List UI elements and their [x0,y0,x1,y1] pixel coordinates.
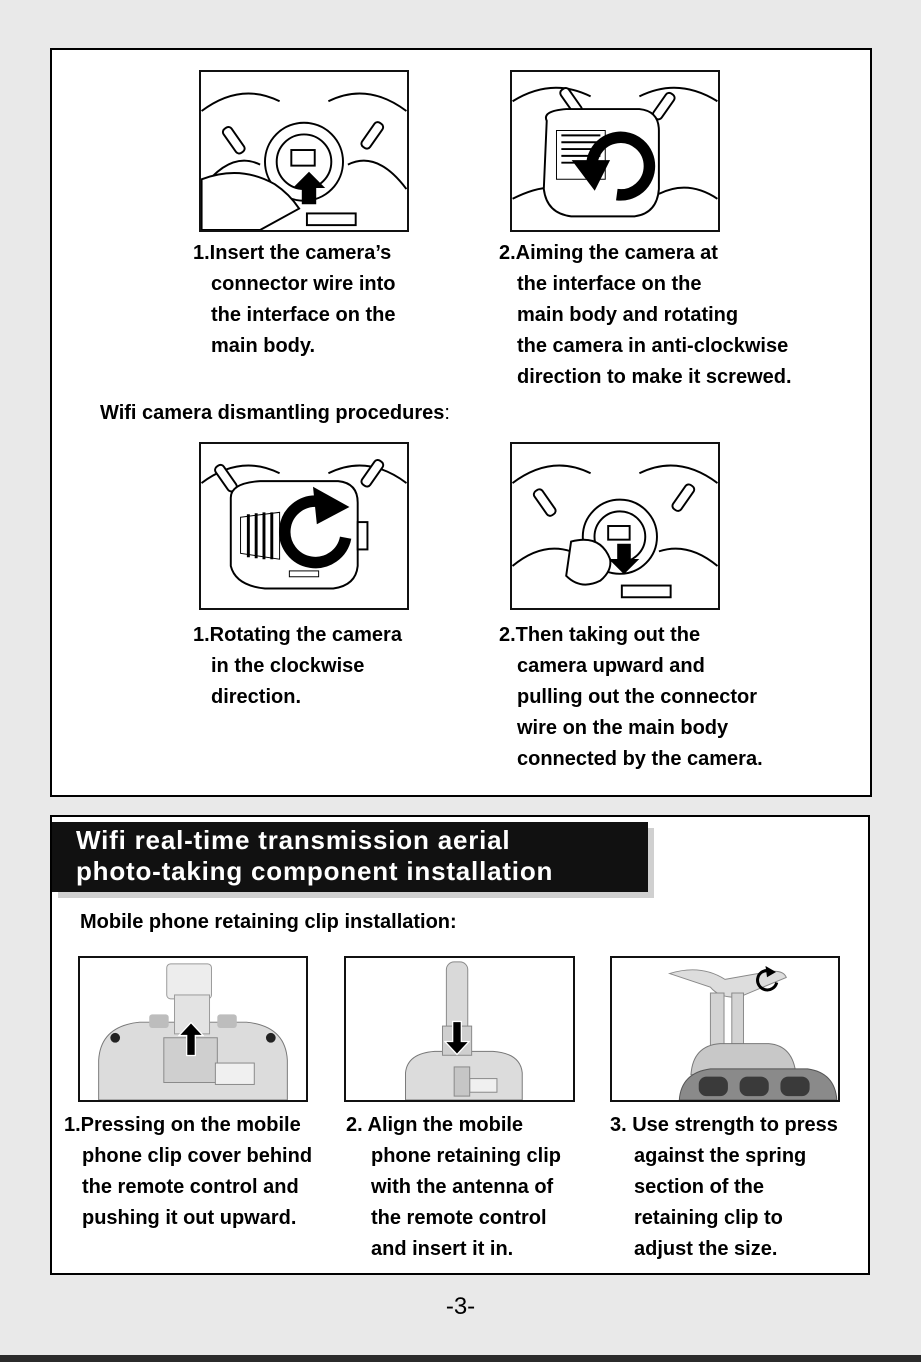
step-line: phone clip cover behind [82,1145,313,1167]
up-arrow-icon [178,1021,204,1057]
dismantle-heading-text: Wifi camera dismantling procedures [100,402,445,424]
step-line: 1.Insert the camera’s [193,242,392,264]
step-line: 2.Then taking out the [499,624,701,646]
step-line: pushing it out upward. [82,1207,297,1229]
step-line: section of the [634,1176,765,1198]
step-line: the remote control [371,1207,547,1229]
step-line: adjust the size. [634,1238,778,1260]
install-step-1 [193,238,395,362]
step-line: wire on the main body [517,717,729,739]
clockwise-arrow-icon [265,482,361,578]
illustration-insert-connector [199,70,409,232]
step-line: in the clockwise [211,655,365,677]
step-line: the camera in anti-clockwise [517,335,789,357]
up-arrow-icon [291,170,327,206]
dismantle-heading-colon: : [444,402,450,424]
step-line: main body and rotating [517,304,739,326]
step-line: pulling out the connector [517,686,757,708]
photo-insert-clip [344,956,575,1102]
clip-step-2 [346,1110,561,1265]
step-line: retaining clip to [634,1207,783,1229]
illustration-rotate-clockwise [199,442,409,610]
clip-heading: Mobile phone retaining clip installation: [80,911,457,933]
dismantle-step-1 [193,620,402,713]
banner-line-2: photo-taking component installation [76,856,554,886]
photo-adjust-clip [610,956,840,1102]
clip-step-1 [64,1110,312,1234]
step-line: main body. [211,335,316,357]
step-line: camera upward and [517,655,705,677]
step-line: the interface on the [211,304,396,326]
step-line: and insert it in. [371,1238,514,1260]
step-line: direction to make it screwed. [517,366,792,388]
dismantle-heading [100,402,450,425]
banner-line-1: Wifi real-time transmission aerial [76,825,511,855]
anticlockwise-arrow-icon [564,114,660,210]
dismantle-step-2 [499,620,763,775]
down-arrow-icon [444,1020,470,1056]
step-line: with the antenna of [371,1176,554,1198]
photo-push-clip-cover [78,956,308,1102]
page-number: -3- [445,1293,476,1320]
bottom-band [0,1355,921,1362]
step-line: phone retaining clip [371,1145,562,1167]
step-line: 2. Align the mobile [346,1114,524,1136]
step-line: 2.Aiming the camera at [499,242,718,264]
step-line: against the spring [634,1145,807,1167]
illustration-take-out-camera [510,442,720,610]
step-line: the interface on the [517,273,702,295]
illustration-rotate-anticlockwise [510,70,720,232]
step-line: 3. Use strength to press [610,1114,838,1136]
step-line: 1.Rotating the camera [193,624,402,646]
clip-step-3 [610,1110,838,1265]
step-line: connected by the camera. [517,748,763,770]
step-line: the remote control and [82,1176,299,1198]
step-line: direction. [211,686,302,708]
step-line: connector wire into [211,273,396,295]
step-line: 1.Pressing on the mobile [64,1114,301,1136]
clockwise-arrow-icon [752,966,782,996]
down-arrow-icon [607,542,641,576]
section-banner [52,822,648,892]
install-step-2 [499,238,792,393]
